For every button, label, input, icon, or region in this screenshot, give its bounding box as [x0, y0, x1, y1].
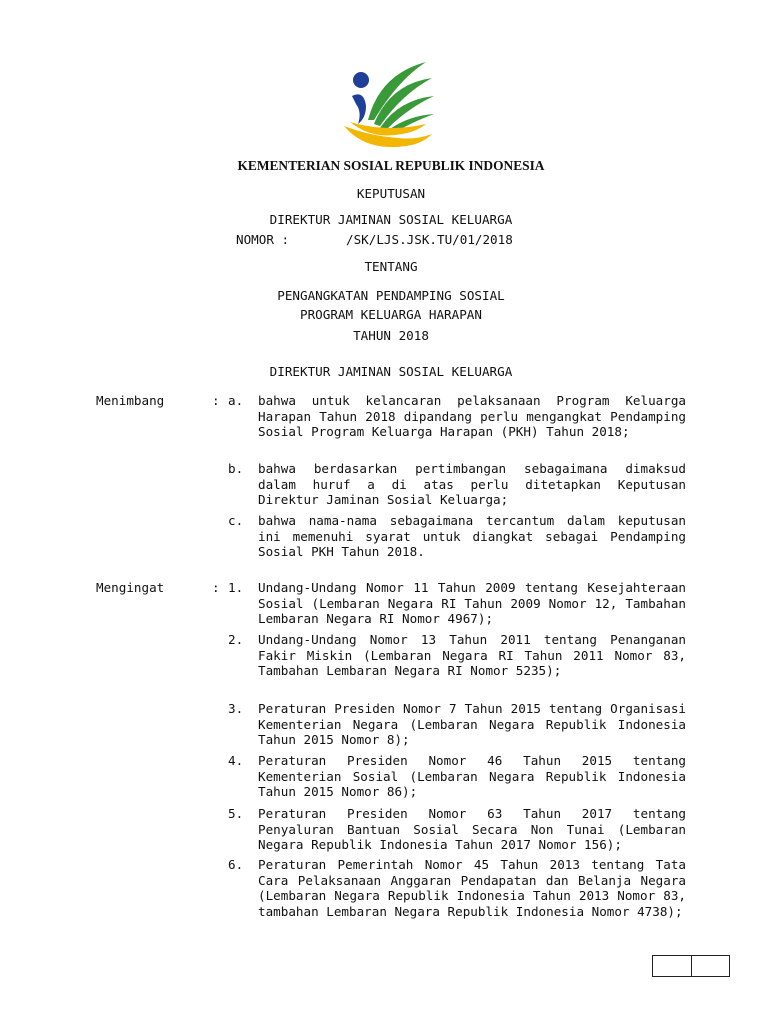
menimbang-item-a: bahwa untuk kelancaran pelaksanaan Program Keluarga Harapan Tahun 2018 dipandang perlu mengangkat Pendamping Sosial Program Keluarga Harapan (PKH) Tahun 2018; [258, 393, 686, 439]
ministry-title: KEMENTERIAN SOSIAL REPUBLIK INDONESIA [237, 158, 545, 173]
paraf-box-divider [691, 956, 692, 976]
menimbang-label: Menimbang [96, 393, 165, 408]
tentang-title: TENTANG [364, 259, 418, 274]
subject-line-3: TAHUN 2018 [353, 328, 429, 343]
paraf-box [652, 955, 730, 977]
mengingat-marker-1: 1. [228, 580, 244, 595]
mengingat-item-2: Undang-Undang Nomor 13 Tahun 2011 tentang Penanganan Fakir Miskin (Lembaran Negara RI Tahun 2011 Nomor 83, Tambahan Lembaran Negara RI Nomor 5235); [258, 632, 686, 678]
subject-line-2: PROGRAM KELUARGA HARAPAN [300, 307, 482, 322]
nomor-line [236, 232, 513, 248]
mengingat-marker-3: 3. [228, 701, 244, 716]
mengingat-colon: : [212, 580, 220, 595]
mengingat-marker-6: 6. [228, 857, 244, 872]
menimbang-marker-b: b. [228, 461, 244, 476]
mengingat-item-1: Undang-Undang Nomor 11 Tahun 2009 tentang Kesejahteraan Sosial (Lembaran Negara RI Tahun 2009 Nomor 12, Tambahan Lembaran Negara RI Nomor 4967); [258, 580, 686, 626]
kemensos-logo-icon [336, 60, 436, 154]
director-title: DIREKTUR JAMINAN SOSIAL KELUARGA [269, 212, 513, 227]
mengingat-item-6: Peraturan Pemerintah Nomor 45 Tahun 2013 tentang Tata Cara Pelaksanaan Anggaran Pendapatan dan Belanja Negara (Lembaran Negara Republik Indonesia Tahun 2013 Nomor 83, tambahan Lembaran Negara Republik Indonesia Nomor 4738); [258, 857, 686, 919]
menimbang-marker-a: a. [228, 393, 244, 408]
mengingat-item-5: Peraturan Presiden Nomor 63 Tahun 2017 tentang Penyaluran Bantuan Sosial Secara Non Tunai (Lembaran Negara Republik Indonesia Tahun 2017 Nomor 156); [258, 806, 686, 852]
mengingat-item-3: Peraturan Presiden Nomor 7 Tahun 2015 tentang Organisasi Kementerian Negara (Lembaran Negara Republik Indonesia Tahun 2015 Nomor 8); [258, 701, 686, 747]
keputusan-title: KEPUTUSAN [356, 186, 426, 201]
menimbang-item-b: bahwa berdasarkan pertimbangan sebagaimana dimaksud dalam huruf a di atas perlu ditetapkan Keputusan Direktur Jaminan Sosial Keluarga; [258, 461, 686, 507]
mengingat-marker-2: 2. [228, 632, 244, 647]
menimbang-item-c: bahwa nama-nama sebagaimana tercantum dalam keputusan ini memenuhi syarat untuk diangkat sebagai Pendamping Sosial PKH Tahun 2018. [258, 513, 686, 559]
mengingat-label: Mengingat [96, 580, 165, 595]
subject-line-1: PENGANGKATAN PENDAMPING SOSIAL [277, 288, 505, 303]
nomor-label: NOMOR : [236, 232, 290, 247]
menimbang-colon: : [212, 393, 220, 408]
director-title-2: DIREKTUR JAMINAN SOSIAL KELUARGA [269, 364, 513, 379]
nomor-value: /SK/LJS.JSK.TU/01/2018 [346, 232, 513, 247]
mengingat-marker-4: 4. [228, 753, 244, 768]
menimbang-marker-c: c. [228, 513, 244, 528]
mengingat-item-4: Peraturan Presiden Nomor 46 Tahun 2015 tentang Kementerian Sosial (Lembaran Negara Republik Indonesia Tahun 2015 Nomor 86); [258, 753, 686, 799]
mengingat-marker-5: 5. [228, 806, 244, 821]
